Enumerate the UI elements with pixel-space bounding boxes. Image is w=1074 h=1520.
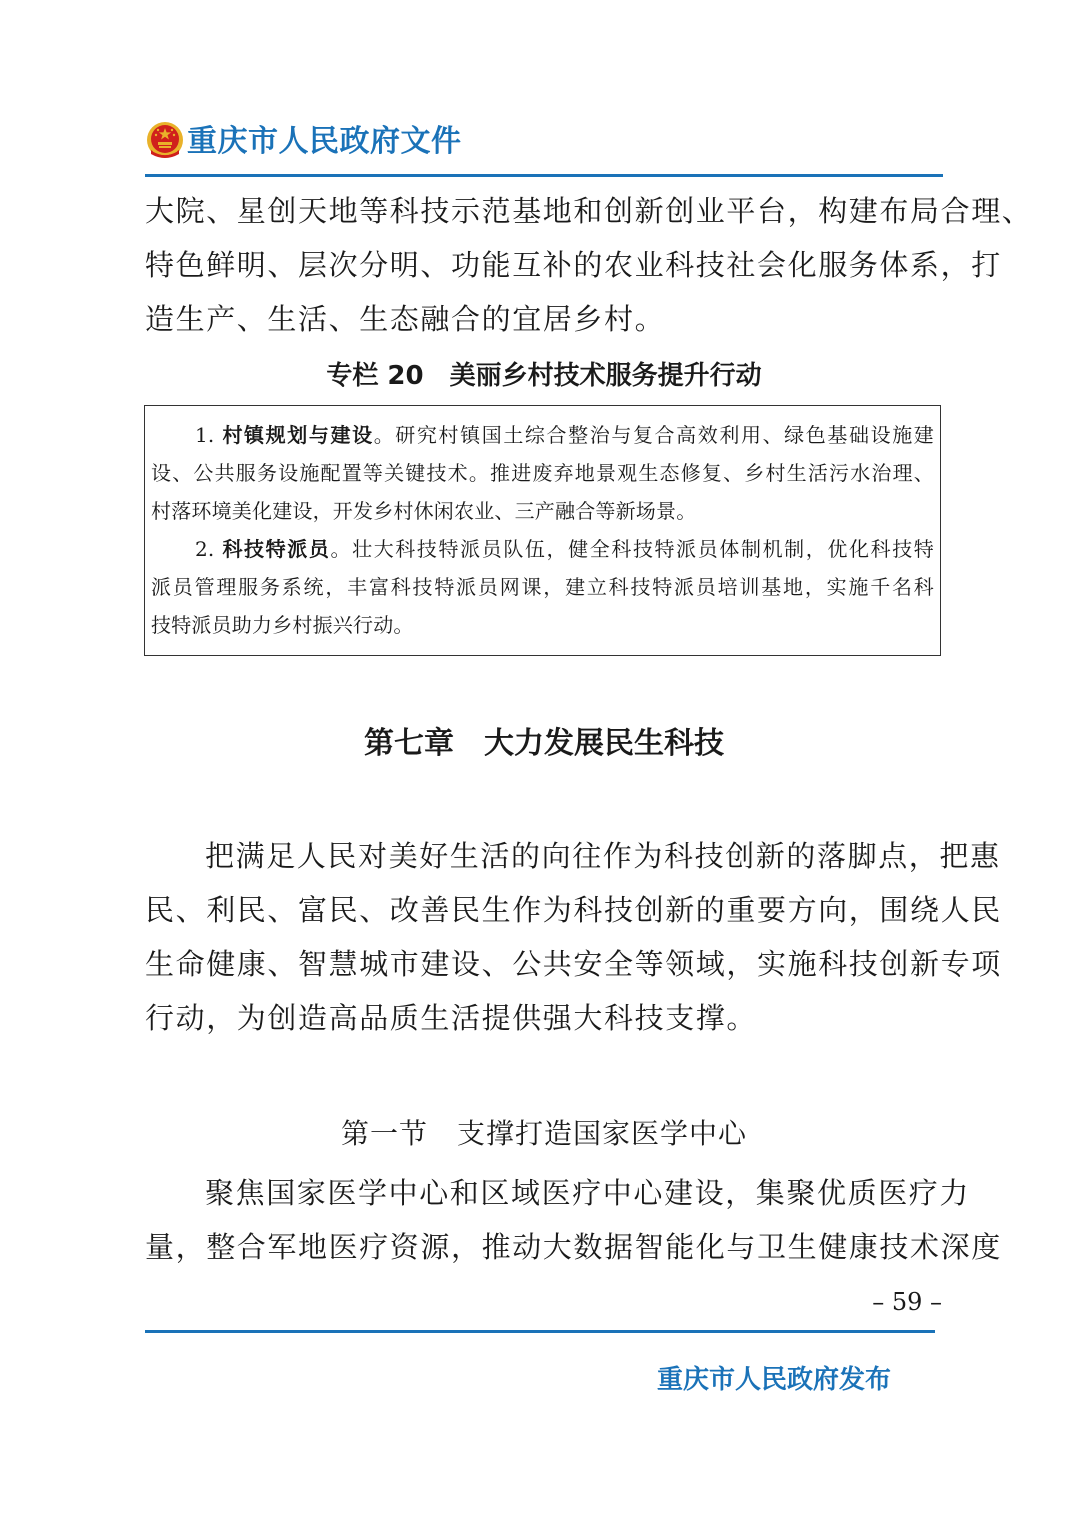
footer-publisher: 重庆市人民政府发布: [656, 1365, 891, 1395]
column-item-2: [151, 530, 934, 568]
column-item-line: 设、公共服务设施配置等关键技术。推进废弃地景观生态修复、乡村生活污水治理、: [151, 461, 934, 485]
paragraph-line: 量，整合军地医疗资源，推动大数据智能化与卫生健康技术深度: [145, 1230, 1002, 1264]
column-box: [144, 405, 941, 656]
item-text: 。研究村镇国土综合整治与复合高效利用、绿色基础设施建: [373, 423, 934, 447]
column-item-line: 村落环境美化建设，开发乡村休闲农业、三产融合等新场景。: [151, 499, 697, 523]
chapter-title: 第七章 大力发展民生科技: [364, 726, 724, 761]
header-rule: [145, 174, 943, 177]
header-title: 重庆市人民政府文件: [187, 124, 462, 159]
page-number: – 59 –: [872, 1288, 942, 1316]
item-number: 1.: [195, 423, 223, 447]
item-text: 。壮大科技特派员队伍，健全科技特派员体制机制，优化科技特: [330, 537, 935, 561]
national-emblem-icon: [145, 120, 185, 162]
paragraph-line: 生命健康、智慧城市建设、公共安全等领域，实施科技创新专项: [145, 947, 1002, 981]
column-item-1: [151, 416, 934, 454]
column-item-line: 技特派员助力乡村振兴行动。: [151, 613, 414, 637]
item-heading: 科技特派员: [222, 537, 331, 561]
paragraph-line: 特色鲜明、层次分明、功能互补的农业科技社会化服务体系，打: [145, 248, 1002, 282]
paragraph-line: 把满足人民对美好生活的向往作为科技创新的落脚点，把惠: [205, 839, 1001, 873]
document-header: [145, 118, 943, 180]
paragraph-line: 民、利民、富民、改善民生作为科技创新的重要方向，围绕人民: [145, 893, 1002, 927]
footer-rule: [145, 1330, 935, 1333]
section-title: 第一节 支撑打造国家医学中心: [340, 1117, 747, 1150]
chapter-paragraph: [145, 829, 1002, 1045]
continued-paragraph: [145, 184, 1033, 346]
column-item-line: 派员管理服务系统，丰富科技特派员网课，建立科技特派员培训基地，实施千名科: [151, 575, 934, 599]
item-heading: 村镇规划与建设: [222, 423, 374, 447]
paragraph-line: 造生产、生活、生态融合的宜居乡村。: [145, 302, 666, 336]
column-title: 专栏 20 美丽乡村技术服务提升行动: [326, 361, 762, 391]
item-number: 2.: [195, 537, 223, 561]
paragraph-line: 大院、星创天地等科技示范基地和创新创业平台，构建布局合理、: [145, 194, 1033, 228]
paragraph-line: 聚焦国家医学中心和区域医疗中心建设，集聚优质医疗力: [205, 1176, 971, 1210]
section-paragraph: [145, 1166, 1002, 1274]
paragraph-line: 行动，为创造高品质生活提供强大科技支撑。: [145, 1001, 758, 1035]
